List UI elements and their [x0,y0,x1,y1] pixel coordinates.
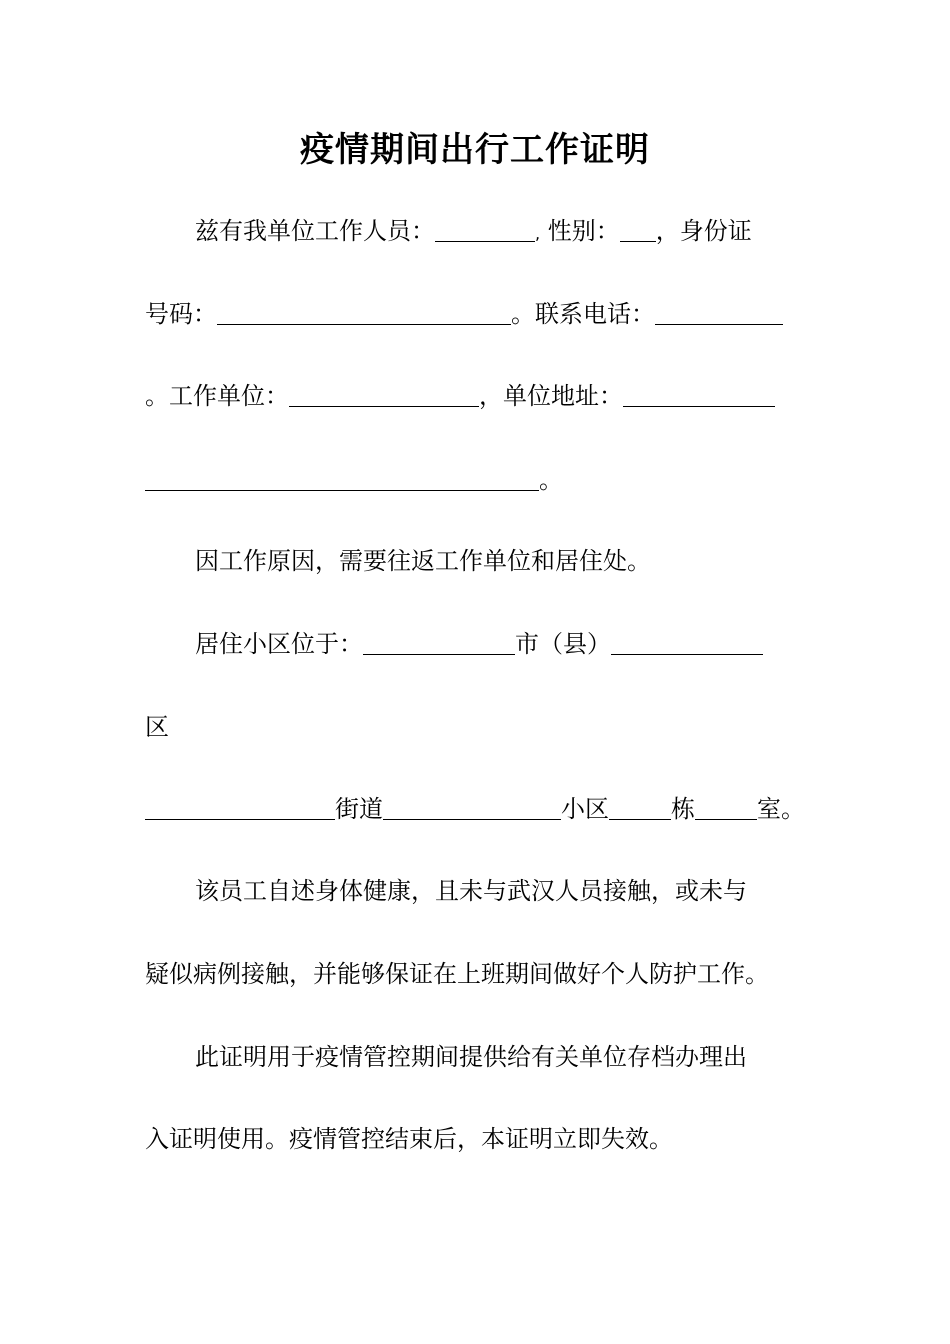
room-label: 室。 [757,795,805,823]
city-blank[interactable] [363,628,515,655]
gender-blank[interactable] [620,215,656,242]
p4-line-2: 疑似病例接触，并能够保证在上班期间做好个人防护工作。 [145,960,769,988]
unit-address-label: ，单位地址： [479,382,623,410]
staff-label: 兹有我单位工作人员： [195,217,435,245]
p2-line: 因工作原因，需要往返工作单位和居住处。 [195,547,651,575]
county-blank[interactable] [611,628,763,655]
community-blank[interactable] [383,793,561,820]
street-blank[interactable] [145,793,335,820]
p3-line-3 [145,789,805,829]
work-unit-label: 。工作单位： [145,382,289,410]
phone-blank[interactable] [655,298,783,325]
p4-line-1: 该员工自述身体健康，且未与武汉人员接触，或未与 [195,877,747,905]
p3-line-2: 区 [145,713,169,741]
p5-line-2: 入证明使用。疫情管控结束后，本证明立即失效。 [145,1125,673,1153]
period: 。 [539,466,563,494]
p5-line-1: 此证明用于疫情管控期间提供给有关单位存档办理出 [195,1043,747,1071]
building-blank[interactable] [609,793,671,820]
room-blank[interactable] [695,793,757,820]
id-label: ，身份证 [655,217,752,245]
city-label: 市（县） [515,630,611,658]
p1-line-4 [145,460,563,500]
id-number-blank[interactable] [217,298,511,325]
unit-address-blank[interactable] [623,380,775,407]
p3-line-1 [195,624,763,664]
work-unit-blank[interactable] [289,380,479,407]
id-number-label: 号码： [145,300,217,328]
p1-line-2 [145,294,783,334]
p1-line-1 [195,211,752,251]
building-label: 栋 [671,795,695,823]
street-label: 街道 [335,795,383,823]
residence-label: 居住小区位于： [195,630,363,658]
community-label: 小区 [561,795,609,823]
document-title: 疫情期间出行工作证明 [300,130,650,170]
comma: , [535,224,541,243]
p1-line-3 [145,376,775,416]
name-blank[interactable] [435,215,535,242]
phone-label: 。联系电话： [511,300,655,328]
gender-label: 性别： [547,217,620,245]
unit-address-blank-2[interactable] [145,464,539,491]
